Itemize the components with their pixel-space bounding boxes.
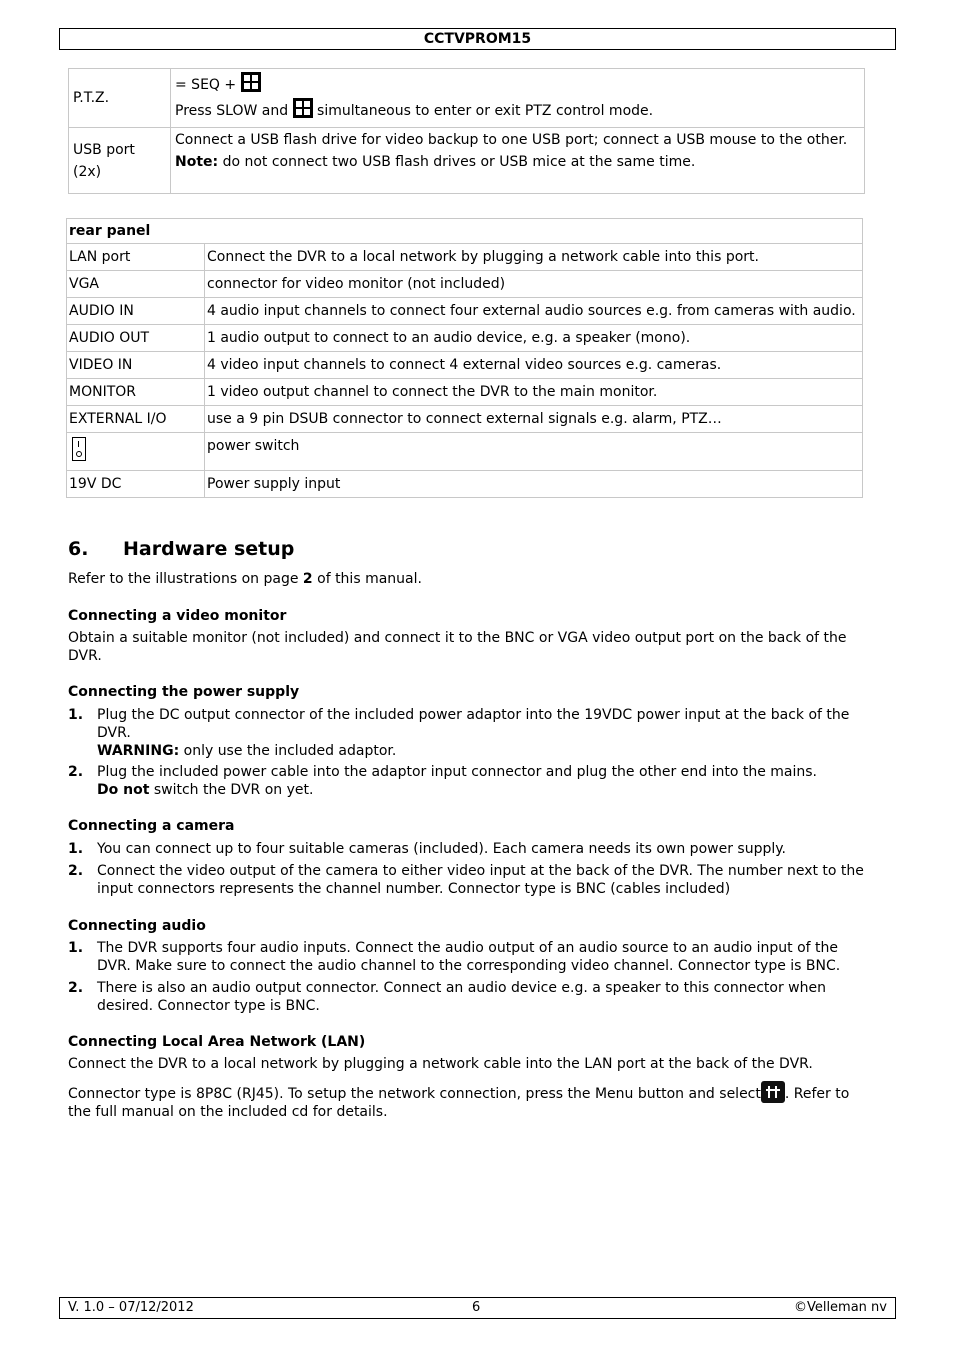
quad-grid-icon	[241, 72, 261, 92]
network-settings-icon	[761, 1081, 785, 1103]
table-row	[67, 219, 863, 244]
power-switch-label	[67, 433, 205, 471]
footer-version: V. 1.0 – 07/12/2012	[68, 1300, 194, 1315]
header-title: CCTVPROM15	[423, 31, 532, 47]
table-row: LAN port Connect the DVR to a local network by plugging a network cable into this port.	[67, 244, 863, 271]
list-item: 2. Plug the included power cable into the adaptor input connector and plug the other end into the mains. Do not switch the DVR on yet.	[68, 764, 817, 798]
camera-heading: Connecting a camera	[68, 818, 235, 834]
ptz-desc: = SEQ + Press SLOW and simultaneous to enter or exit PTZ control mode.	[171, 69, 865, 128]
table-row: MONITOR 1 video output channel to connect the DVR to the main monitor.	[67, 379, 863, 406]
list-item: 1. The DVR supports four audio inputs. Connect the audio output of an audio source to an audio input of the DVR. Make sure to connect the audio channel to the corresponding video channel. Connector type is BNC.	[68, 940, 841, 974]
usb-desc: Connect a USB flash drive for video backup to one USB port; connect a USB mouse to the other. Note: do not connect two USB flash drives or USB mice at the same time.	[171, 128, 865, 194]
audio-heading: Connecting audio	[68, 918, 206, 934]
table-row: EXTERNAL I/O use a 9 pin DSUB connector to connect external signals e.g. alarm, PTZ…	[67, 406, 863, 433]
table-row	[69, 128, 865, 194]
power-switch-icon	[72, 437, 86, 461]
table-row: power switch	[67, 433, 863, 471]
page-footer	[59, 1297, 896, 1319]
table-row: VIDEO IN 4 video input channels to connect 4 external video sources e.g. cameras.	[67, 352, 863, 379]
section-heading: 6. Hardware setup	[68, 538, 295, 560]
front-panel-table	[68, 68, 865, 194]
lan-text-2: Connector type is 8P8C (RJ45). To setup the network connection, press the Menu button and select . Refer to the full manual on the included cd for details.	[68, 1081, 873, 1121]
list-item: 2. There is also an audio output connector. Connect an audio device e.g. a speaker to this connector when desired. Connector type is BNC.	[68, 980, 826, 1014]
ptz-label: P.T.Z.	[69, 69, 171, 128]
footer-page-number: 6	[472, 1300, 481, 1315]
lan-text-1: Connect the DVR to a local network by plugging a network cable into the LAN port at the back of the DVR.	[68, 1056, 813, 1072]
footer-copyright: ©Velleman nv	[793, 1300, 887, 1315]
table-row: 19V DC Power supply input	[67, 471, 863, 498]
monitor-text: Obtain a suitable monitor (not included) and connect it to the BNC or VGA video output port on the back of the DVR.	[68, 630, 847, 664]
quad-grid-icon	[293, 98, 313, 118]
table-row	[69, 69, 865, 128]
section-intro: Refer to the illustrations on page 2 of this manual.	[68, 571, 422, 587]
table-row: AUDIO IN 4 audio input channels to connect four external audio sources e.g. from cameras with audio.	[67, 298, 863, 325]
power-heading: Connecting the power supply	[68, 684, 300, 700]
usb-label: USB port (2x)	[69, 128, 171, 194]
monitor-heading: Connecting a video monitor	[68, 608, 287, 624]
table-row: AUDIO OUT 1 audio output to connect to an audio device, e.g. a speaker (mono).	[67, 325, 863, 352]
rear-panel-table	[66, 218, 863, 498]
rear-panel-title: rear panel	[69, 223, 151, 239]
list-item: 1. Plug the DC output connector of the included power adaptor into the 19VDC power input at the back of the DVR. WARNING: only use the included adaptor.	[68, 707, 850, 759]
page-header	[59, 28, 896, 50]
table-row: VGA connector for video monitor (not included)	[67, 271, 863, 298]
list-item: 1. You can connect up to four suitable cameras (included). Each camera needs its own power supply.	[68, 841, 786, 857]
lan-heading: Connecting Local Area Network (LAN)	[68, 1034, 366, 1050]
list-item: 2. Connect the video output of the camera to either video input at the back of the DVR. The number next to the input connectors represents the channel number. Connector type is BNC (cables included)	[68, 863, 864, 897]
